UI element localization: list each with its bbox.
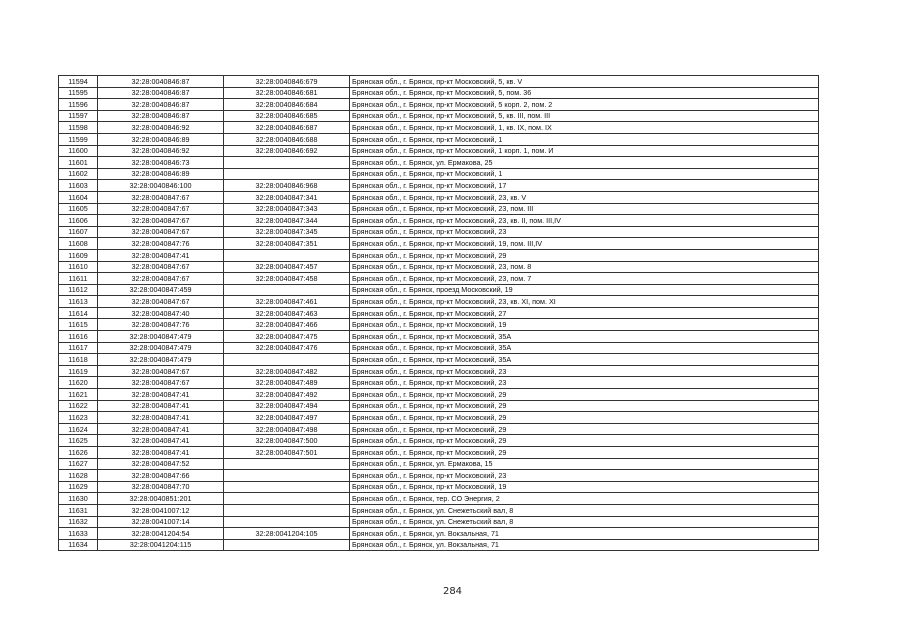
table-row [59,400,819,412]
address-cell: Брянская обл., г. Брянск, пр-кт Московский, 23, пом. 8 [350,261,819,273]
table-row [59,99,819,111]
address-cell: Брянская обл., г. Брянск, пр-кт Московский, 29 [350,389,819,401]
row-number-cell: 11624 [59,423,98,435]
table-row [59,342,819,354]
object-number-cell [224,504,350,516]
parcel-number-cell: 32:28:0041007:14 [98,516,224,528]
object-number-cell [224,284,350,296]
row-number-cell: 11617 [59,342,98,354]
row-number-cell: 11628 [59,470,98,482]
address-cell: Брянская обл., г. Брянск, пр-кт Московский, 29 [350,412,819,424]
cadastral-table-body [59,76,819,551]
address-cell: Брянская обл., г. Брянск, пр-кт Московский, 23 [350,226,819,238]
address-cell: Брянская обл., г. Брянск, пр-кт Московский, 19 [350,481,819,493]
table-row [59,504,819,516]
row-number-cell: 11621 [59,389,98,401]
object-number-cell: 32:28:0040846:681 [224,87,350,99]
parcel-number-cell: 32:28:0040847:41 [98,249,224,261]
address-cell: Брянская обл., г. Брянск, пр-кт Московский, 29 [350,423,819,435]
table-row [59,110,819,122]
address-cell: Брянская обл., г. Брянск, пр-кт Московский, 29 [350,249,819,261]
object-number-cell: 32:28:0040847:501 [224,447,350,459]
table-row [59,157,819,169]
address-cell: Брянская обл., г. Брянск, пр-кт Московский, 23 [350,470,819,482]
address-cell: Брянская обл., г. Брянск, пр-кт Московский, 1, кв. IX, пом. IX [350,122,819,134]
address-cell: Брянская обл., г. Брянск, пр-кт Московский, 5 корп. 2, пом. 2 [350,99,819,111]
object-number-cell: 32:28:0040847:344 [224,215,350,227]
address-cell: Брянская обл., г. Брянск, пр-кт Московский, 19, пом. III,IV [350,238,819,250]
parcel-number-cell: 32:28:0040847:66 [98,470,224,482]
table-row [59,319,819,331]
object-number-cell [224,481,350,493]
table-row [59,528,819,540]
parcel-number-cell: 32:28:0040847:70 [98,481,224,493]
table-row [59,76,819,88]
object-number-cell [224,458,350,470]
parcel-number-cell: 32:28:0040847:67 [98,377,224,389]
object-number-cell: 32:28:0040847:343 [224,203,350,215]
address-cell: Брянская обл., г. Брянск, ул. Ермакова, 15 [350,458,819,470]
object-number-cell: 32:28:0040847:351 [224,238,350,250]
parcel-number-cell: 32:28:0040851:201 [98,493,224,505]
object-number-cell: 32:28:0040847:476 [224,342,350,354]
row-number-cell: 11631 [59,504,98,516]
row-number-cell: 11597 [59,110,98,122]
row-number-cell: 11600 [59,145,98,157]
row-number-cell: 11623 [59,412,98,424]
object-number-cell: 32:28:0040847:482 [224,365,350,377]
row-number-cell: 11632 [59,516,98,528]
object-number-cell: 32:28:0040846:685 [224,110,350,122]
row-number-cell: 11625 [59,435,98,447]
address-cell: Брянская обл., г. Брянск, пр-кт Московский, 23 [350,365,819,377]
row-number-cell: 11609 [59,249,98,261]
parcel-number-cell: 32:28:0040847:67 [98,261,224,273]
parcel-number-cell: 32:28:0040846:89 [98,168,224,180]
address-cell: Брянская обл., г. Брянск, пр-кт Московский, 29 [350,447,819,459]
object-number-cell [224,516,350,528]
row-number-cell: 11599 [59,133,98,145]
row-number-cell: 11594 [59,76,98,88]
row-number-cell: 11605 [59,203,98,215]
parcel-number-cell: 32:28:0040847:41 [98,447,224,459]
row-number-cell: 11633 [59,528,98,540]
parcel-number-cell: 32:28:0040846:87 [98,99,224,111]
parcel-number-cell: 32:28:0040847:52 [98,458,224,470]
parcel-number-cell: 32:28:0040847:41 [98,400,224,412]
parcel-number-cell: 32:28:0040847:41 [98,435,224,447]
table-row [59,435,819,447]
address-cell: Брянская обл., г. Брянск, ул. Вокзальная, 71 [350,539,819,551]
object-number-cell: 32:28:0041204:105 [224,528,350,540]
object-number-cell: 32:28:0040847:463 [224,307,350,319]
parcel-number-cell: 32:28:0040847:459 [98,284,224,296]
address-cell: Брянская обл., г. Брянск, пр-кт Московский, 1 корп. 1, пом. И [350,145,819,157]
row-number-cell: 11604 [59,191,98,203]
row-number-cell: 11614 [59,307,98,319]
table-row [59,354,819,366]
object-number-cell: 32:28:0040847:494 [224,400,350,412]
row-number-cell: 11607 [59,226,98,238]
row-number-cell: 11613 [59,296,98,308]
parcel-number-cell: 32:28:0040846:87 [98,110,224,122]
row-number-cell: 11629 [59,481,98,493]
row-number-cell: 11603 [59,180,98,192]
object-number-cell: 32:28:0040847:475 [224,331,350,343]
object-number-cell: 32:28:0040847:458 [224,273,350,285]
table-row [59,470,819,482]
parcel-number-cell: 32:28:0040846:92 [98,122,224,134]
row-number-cell: 11620 [59,377,98,389]
row-number-cell: 11630 [59,493,98,505]
object-number-cell: 32:28:0040846:688 [224,133,350,145]
row-number-cell: 11601 [59,157,98,169]
address-cell: Брянская обл., г. Брянск, пр-кт Московский, 23, кв. V [350,191,819,203]
object-number-cell [224,470,350,482]
object-number-cell: 32:28:0040847:341 [224,191,350,203]
table-row [59,389,819,401]
object-number-cell: 32:28:0040846:679 [224,76,350,88]
address-cell: Брянская обл., г. Брянск, пр-кт Московский, 17 [350,180,819,192]
address-cell: Брянская обл., г. Брянск, пр-кт Московский, 27 [350,307,819,319]
row-number-cell: 11622 [59,400,98,412]
parcel-number-cell: 32:28:0040847:67 [98,296,224,308]
table-row [59,307,819,319]
row-number-cell: 11634 [59,539,98,551]
parcel-number-cell: 32:28:0040847:76 [98,319,224,331]
object-number-cell [224,249,350,261]
row-number-cell: 11611 [59,273,98,285]
parcel-number-cell: 32:28:0040847:67 [98,203,224,215]
parcel-number-cell: 32:28:0040847:40 [98,307,224,319]
row-number-cell: 11595 [59,87,98,99]
table-row [59,168,819,180]
table-row [59,226,819,238]
table-row [59,331,819,343]
address-cell: Брянская обл., г. Брянск, пр-кт Московский, 19 [350,319,819,331]
object-number-cell: 32:28:0040846:684 [224,99,350,111]
parcel-number-cell: 32:28:0040847:67 [98,365,224,377]
row-number-cell: 11616 [59,331,98,343]
table-row [59,249,819,261]
parcel-number-cell: 32:28:0040846:92 [98,145,224,157]
table-row [59,458,819,470]
address-cell: Брянская обл., г. Брянск, пр-кт Московский, 5, пом. 36 [350,87,819,99]
parcel-number-cell: 32:28:0040847:67 [98,191,224,203]
parcel-number-cell: 32:28:0040847:41 [98,412,224,424]
address-cell: Брянская обл., г. Брянск, пр-кт Московский, 35А [350,342,819,354]
address-cell: Брянская обл., г. Брянск, ул. Снежетьский вал, 8 [350,504,819,516]
parcel-number-cell: 32:28:0040847:41 [98,423,224,435]
parcel-number-cell: 32:28:0040846:87 [98,87,224,99]
table-row [59,365,819,377]
table-row [59,493,819,505]
table-row [59,261,819,273]
table-row [59,203,819,215]
object-number-cell: 32:28:0040846:968 [224,180,350,192]
row-number-cell: 11627 [59,458,98,470]
address-cell: Брянская обл., г. Брянск, тер. СО Энергия, 2 [350,493,819,505]
object-number-cell: 32:28:0040847:489 [224,377,350,389]
object-number-cell: 32:28:0040847:457 [224,261,350,273]
cadastral-table [58,75,819,551]
table-row [59,145,819,157]
table-row [59,273,819,285]
page-number: 284 [442,586,463,597]
object-number-cell: 32:28:0040846:692 [224,145,350,157]
object-number-cell: 32:28:0040847:461 [224,296,350,308]
parcel-number-cell: 32:28:0040847:76 [98,238,224,250]
address-cell: Брянская обл., г. Брянск, пр-кт Московский, 35А [350,331,819,343]
object-number-cell: 32:28:0040847:500 [224,435,350,447]
table-row [59,296,819,308]
object-number-cell: 32:28:0040847:345 [224,226,350,238]
parcel-number-cell: 32:28:0040847:41 [98,389,224,401]
object-number-cell [224,157,350,169]
row-number-cell: 11606 [59,215,98,227]
row-number-cell: 11615 [59,319,98,331]
parcel-number-cell: 32:28:0040847:67 [98,273,224,285]
parcel-number-cell: 32:28:0040846:100 [98,180,224,192]
parcel-number-cell: 32:28:0041204:54 [98,528,224,540]
table-row [59,180,819,192]
parcel-number-cell: 32:28:0041204:115 [98,539,224,551]
row-number-cell: 11596 [59,99,98,111]
object-number-cell: 32:28:0040847:466 [224,319,350,331]
parcel-number-cell: 32:28:0040847:479 [98,331,224,343]
address-cell: Брянская обл., г. Брянск, ул. Вокзальная, 71 [350,528,819,540]
row-number-cell: 11619 [59,365,98,377]
address-cell: Брянская обл., г. Брянск, пр-кт Московский, 5, кв. III, пом. III [350,110,819,122]
object-number-cell [224,493,350,505]
address-cell: Брянская обл., г. Брянск, пр-кт Московский, 5, кв. V [350,76,819,88]
address-cell: Брянская обл., г. Брянск, пр-кт Московский, 29 [350,400,819,412]
parcel-number-cell: 32:28:0040846:73 [98,157,224,169]
row-number-cell: 11610 [59,261,98,273]
parcel-number-cell: 32:28:0040847:67 [98,215,224,227]
row-number-cell: 11612 [59,284,98,296]
parcel-number-cell: 32:28:0040846:89 [98,133,224,145]
table-row [59,238,819,250]
object-number-cell: 32:28:0040847:492 [224,389,350,401]
table-row [59,284,819,296]
address-cell: Брянская обл., г. Брянск, проезд Московский, 19 [350,284,819,296]
row-number-cell: 11608 [59,238,98,250]
address-cell: Брянская обл., г. Брянск, пр-кт Московский, 1 [350,168,819,180]
parcel-number-cell: 32:28:0040847:67 [98,226,224,238]
table-row [59,191,819,203]
table-row [59,539,819,551]
address-cell: Брянская обл., г. Брянск, ул. Снежетьский вал, 8 [350,516,819,528]
table-row [59,87,819,99]
address-cell: Брянская обл., г. Брянск, пр-кт Московский, 23, кв. XI, пом. XI [350,296,819,308]
address-cell: Брянская обл., г. Брянск, пр-кт Московский, 1 [350,133,819,145]
object-number-cell [224,168,350,180]
table-row [59,412,819,424]
parcel-number-cell: 32:28:0040847:479 [98,354,224,366]
object-number-cell: 32:28:0040847:497 [224,412,350,424]
row-number-cell: 11598 [59,122,98,134]
object-number-cell [224,539,350,551]
address-cell: Брянская обл., г. Брянск, пр-кт Московский, 35А [350,354,819,366]
row-number-cell: 11602 [59,168,98,180]
table-row [59,377,819,389]
object-number-cell: 32:28:0040846:687 [224,122,350,134]
table-row [59,481,819,493]
object-number-cell [224,354,350,366]
table-row [59,122,819,134]
parcel-number-cell: 32:28:0041007:12 [98,504,224,516]
table-row [59,447,819,459]
parcel-number-cell: 32:28:0040846:87 [98,76,224,88]
row-number-cell: 11626 [59,447,98,459]
row-number-cell: 11618 [59,354,98,366]
address-cell: Брянская обл., г. Брянск, ул. Ермакова, 25 [350,157,819,169]
object-number-cell: 32:28:0040847:498 [224,423,350,435]
address-cell: Брянская обл., г. Брянск, пр-кт Московский, 23, пом. 7 [350,273,819,285]
table-row [59,423,819,435]
parcel-number-cell: 32:28:0040847:479 [98,342,224,354]
address-cell: Брянская обл., г. Брянск, пр-кт Московский, 23, пом. III [350,203,819,215]
table-row [59,516,819,528]
table-row [59,215,819,227]
address-cell: Брянская обл., г. Брянск, пр-кт Московский, 29 [350,435,819,447]
address-cell: Брянская обл., г. Брянск, пр-кт Московский, 23 [350,377,819,389]
table-row [59,133,819,145]
address-cell: Брянская обл., г. Брянск, пр-кт Московский, 23, кв. II, пом. III,IV [350,215,819,227]
